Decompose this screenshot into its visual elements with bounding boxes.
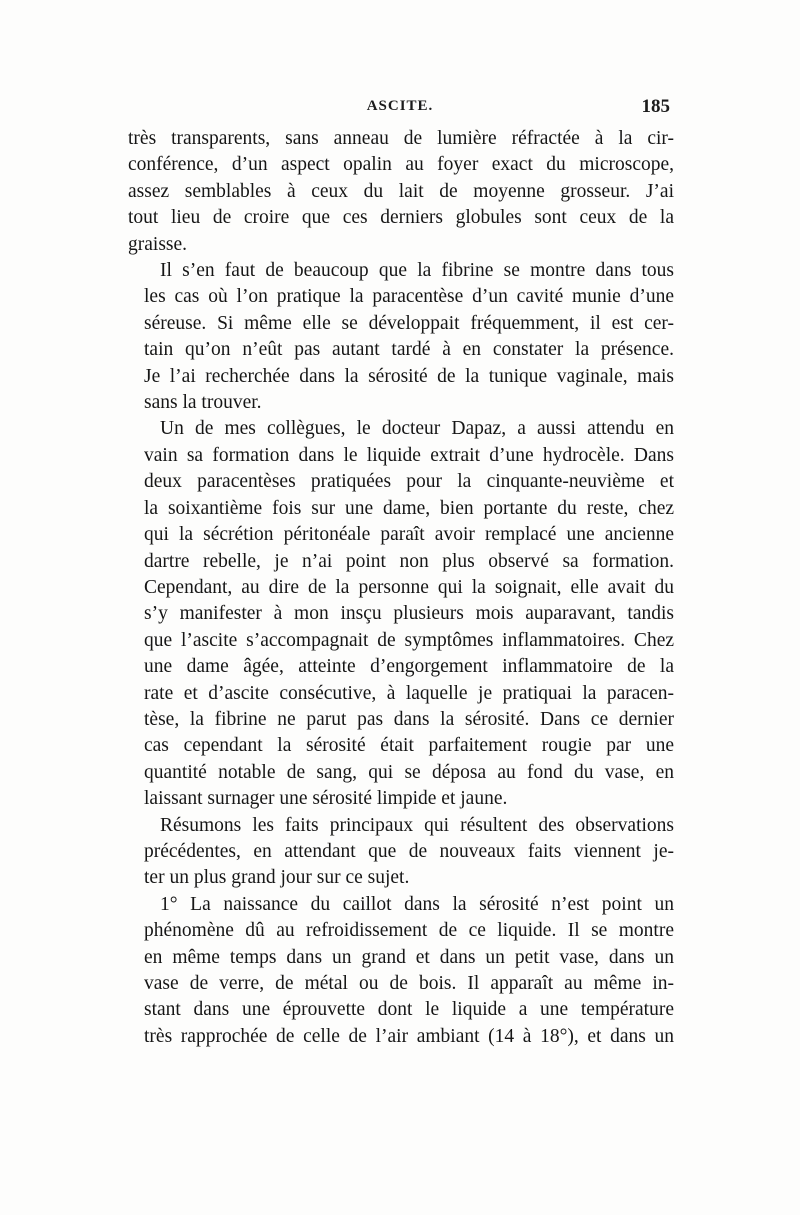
text-line: ter un plus grand jour sur ce sujet. [144, 867, 410, 889]
text-line: très transparents, sans anneau de lumière réfractée à la cir- [128, 128, 674, 149]
text-line: Il s’en faut de beaucoup que la fibrine se montre dans tous [160, 260, 674, 282]
text-line: 1° La naissance du caillot dans la sérosité n’est point un [160, 893, 674, 915]
paragraph [128, 892, 674, 1050]
text-line: Un de mes collègues, le docteur Dapaz, a aussi attendu en [160, 418, 674, 440]
text-line: sans la trouver. [144, 392, 262, 414]
text-line: que l’ascite s’accompagnait de symptômes inflammatoires. Chez [144, 629, 674, 651]
text-line: les cas où l’on pratique la paracentèse d’un cavité munie d’une [144, 286, 674, 308]
text-line: tèse, la fibrine ne parut pas dans la sérosité. Dans ce dernier [144, 708, 674, 730]
text-line: séreuse. Si même elle se développait fréquemment, il est cer- [144, 312, 674, 334]
text-line: stant dans une éprouvette dont le liquide a une température [144, 999, 674, 1021]
page-number: 185 [641, 96, 670, 117]
text-line: précédentes, en attendant que de nouveaux faits viennent je- [144, 840, 674, 862]
text-line: Résumons les faits principaux qui résultent des observations [160, 814, 674, 836]
text-line: graisse. [128, 233, 188, 255]
text-line: Je l’ai recherchée dans la sérosité de la tunique vaginale, mais [144, 365, 674, 387]
text-line: assez semblables à ceux du lait de moyenne grosseur. J’ai [128, 180, 674, 202]
text-line: une dame âgée, atteinte d’engorgement inflammatoire de la [144, 656, 674, 678]
text-line: phénomène dû au refroidissement de ce liquide. Il se montre [144, 920, 674, 942]
text-line: la soixantième fois sur une dame, bien portante du reste, chez [144, 497, 674, 519]
text-line: laissant surnager une sérosité limpide et jaune. [144, 788, 508, 810]
text-line: rate et d’ascite consécutive, à laquelle je pratiquai la paracen- [144, 682, 674, 704]
paragraph [128, 126, 674, 258]
text-line: tain qu’on n’eût pas autant tardé à en constater la présence. [144, 339, 674, 361]
text-line: vain sa formation dans le liquide extrait d’une hydrocèle. Dans [144, 444, 674, 466]
text-line: très rapprochée de celle de l’air ambiant (14 à 18°), et dans un [144, 1025, 674, 1047]
text-line: quantité notable de sang, qui se déposa au fond du vase, en [144, 761, 674, 783]
text-line: en même temps dans un grand et dans un petit vase, dans un [144, 946, 674, 968]
text-line: qui la sécrétion péritonéale paraît avoir remplacé une ancienne [144, 524, 674, 546]
paragraph [128, 258, 674, 416]
text-line: tout lieu de croire que ces derniers globules sont ceux de la [128, 207, 674, 229]
text-line: deux paracentèses pratiquées pour la cinquante-neuvième et [144, 471, 674, 493]
body-text [128, 126, 674, 1050]
running-title: ASCITE. [366, 98, 434, 114]
text-line: s’y manifester à mon insçu plusieurs mois auparavant, tandis [144, 603, 674, 625]
paragraph [128, 813, 674, 892]
text-line: vase de verre, de métal ou de bois. Il apparaît au même in- [144, 973, 674, 994]
text-line: conférence, d’un aspect opalin au foyer exact du microscope, [128, 154, 674, 176]
text-line: Cependant, au dire de la personne qui la soignait, elle avait du [144, 576, 674, 598]
text-line: dartre rebelle, je n’ai point non plus observé sa formation. [144, 550, 674, 572]
paragraph [128, 416, 674, 812]
text-line: cas cependant la sérosité était parfaitement rougie par une [144, 735, 674, 757]
running-head [130, 96, 670, 120]
